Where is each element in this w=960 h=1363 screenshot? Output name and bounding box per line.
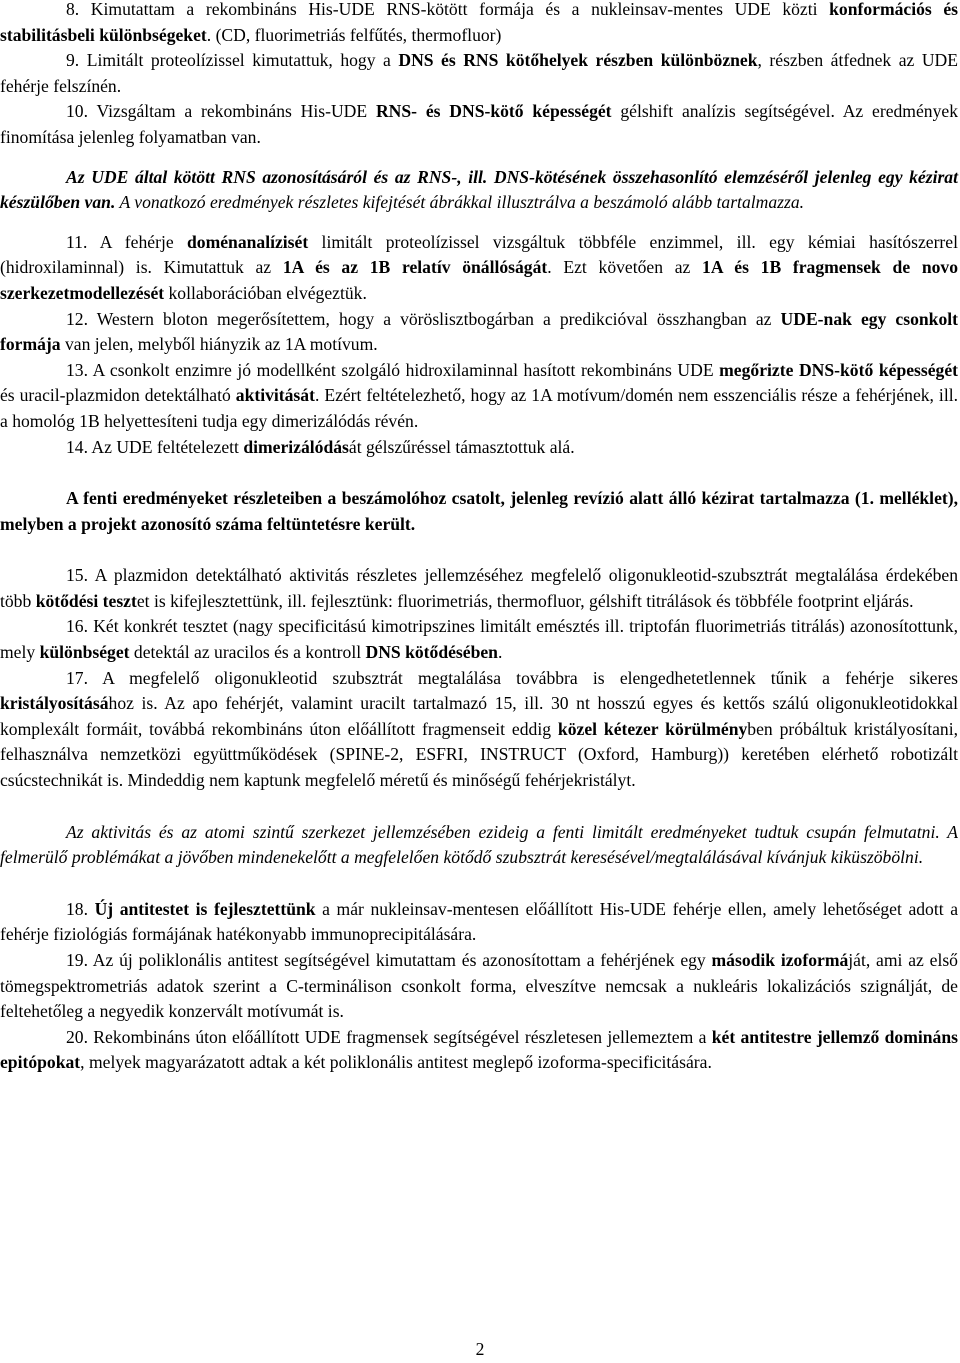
text-run: . Ezt követően az [547, 257, 703, 278]
text-run: 8. Kimutattam a rekombináns His-UDE RNS-kötött formája és a nukleinsav-mentes UDE közti [66, 0, 830, 19]
text-run: át gélszűréssel támasztottuk alá. [348, 436, 575, 457]
list-item-18 [0, 897, 958, 948]
list-item-17 [0, 666, 958, 794]
text-run: . (CD, fluorimetriás felfűtés, thermofluor) [206, 24, 502, 45]
bold-text: 1A és 1B fragmensek de novo szerkezetmodellezését [0, 257, 959, 303]
text-run: a már nukleinsav-mentesen előállított His-UDE fehérje ellen, amely lehetőséget adott a fehérje fiziológiás formájának hatékonyabb immunoprecipitálására. [0, 898, 959, 945]
page-number: 2 [475, 1339, 485, 1359]
text-run: gélshift analízis segítségével. Az eredmények finomítása jelenleg folyamatban van. [0, 101, 958, 147]
text-run: detektál az uracilos és a kontroll [129, 642, 366, 663]
bold-text: dimerizálódás [243, 436, 349, 457]
text-run: 12. Western bloton megerősítettem, hogy a vöröslisztbogárban a predikcióval összhangban az [66, 308, 781, 329]
text-run: 16. Két konkrét tesztet (nagy specificitású kimotripszines limitált emésztés ill. triptofán fluorimetriás titrálás) azonosítottunk, mely [0, 616, 958, 663]
bold-text: második izoformá [711, 950, 849, 970]
text-run: 10. Vizsgáltam a rekombináns His-UDE [66, 101, 376, 122]
list-item-12 [0, 307, 958, 358]
bold-text: A fenti eredményeket részleteiben a beszámolóhoz csatolt, jelenleg revízió alatt álló kézirat tartalmazza (1. melléklet), melyben a projekt azonosító száma feltüntetésre került. [0, 488, 958, 534]
list-item-10 [0, 99, 958, 150]
bold-text: DNS és RNS kötőhelyek részben különböznek [398, 50, 758, 71]
text-run: 18. [66, 898, 95, 919]
bold-text: különbséget [39, 642, 130, 663]
bold-text: közel kétezer körülmény [557, 718, 748, 739]
text-run: , részben átfednek az UDE fehérje felszínén. [0, 50, 958, 96]
text-run: van jelen, melyből hiányzik az 1A motívum. [60, 334, 378, 355]
summary-note [0, 820, 958, 871]
list-item-11 [0, 230, 958, 307]
text-run: 17. A megfelelő oligonukleotid szubsztrát megtalálása továbbra is elengedhetetlennek tűnik a fehérje sikeres [66, 667, 958, 688]
text-run: . Ezért feltételezhető, hogy az 1A motívum/domén nem esszenciális része a fehérjének, ill. a homológ 1B helyettesíteni tudja egy dimerizálódás révén. [0, 385, 958, 431]
bold-text: RNS- és DNS-kötő képességét [375, 101, 612, 122]
text-run: 15. A plazmidon detektálható aktivitás részletes jellemzéséhez megfelelő oligonukleotid-szubsztrát megtalálása érdekében több [0, 565, 958, 611]
manuscript-statement [0, 486, 958, 537]
bold-text: kristályosításá [0, 693, 109, 714]
bold-text: Az UDE által kötött RNS azonosításáról és az RNS-, ill. DNS-kötésének összehasonlító elemzéséről jelenleg egy kézirat készülőben van. [0, 166, 958, 213]
text-run: és uracil-plazmidon detektálható [0, 385, 236, 406]
list-item-15 [0, 563, 958, 614]
bold-text: DNS kötődésében [365, 642, 498, 663]
text-run: 19. Az új poliklonális antitest segítségével kimutattam és azonosítottam a fehérjének egy [66, 950, 712, 970]
bold-text: aktivitását [235, 385, 315, 406]
bold-text: UDE-nak egy csonkolt formája [0, 308, 958, 355]
list-item-9 [0, 48, 958, 99]
text-run: ját, ami az első tömegspektrometriás adatok szerint a C-terminálison csonkolt forma, elveszítve nemcsak a nukleáris lokalizációs szignálját, de feltehetőleg a negyedik konzervált motívumát is. [0, 950, 958, 1022]
list-item-20 [0, 1025, 958, 1076]
bold-text: megőrizte DNS-kötő képességét [719, 359, 959, 380]
list-item-8 [0, 0, 958, 48]
text-run: . [497, 642, 503, 663]
bold-text: kötődési teszt [35, 590, 137, 611]
text-run: 14. Az UDE feltételezett [66, 436, 244, 457]
text-run: 20. Rekombináns úton előállított UDE fragmensek segítségével részletesen jellemeztem a [66, 1026, 712, 1047]
bold-text: két antitestre jellemző domináns epitópokat [0, 1026, 958, 1073]
text-run: A vonatkozó eredmények részletes kifejtését ábrákkal illusztrálva a beszámoló alább tartalmazza. [115, 192, 805, 213]
list-item-19 [0, 948, 958, 1025]
list-item-13 [0, 358, 958, 435]
text-run: 11. A fehérje [66, 231, 187, 252]
text-run: kollaborációban elvégeztük. [164, 282, 367, 303]
text-run: et is kifejlesztettünk, ill. fejlesztünk: fluorimetriás, thermofluor, gélshift titrálások és többféle footprint eljárás. [136, 590, 914, 611]
list-item-14 [0, 435, 958, 461]
bold-text: konformációs és stabilitásbeli különbségeket [0, 0, 959, 45]
bold-text: doménanalízisét [187, 231, 309, 252]
text-run: 9. Limitált proteolízissel kimutattuk, hogy a [66, 50, 399, 71]
text-run: ben próbáltuk kristályosítani, felhasználva nemzetközi együttműködések (SPINE-2, ESFRI, INSTRUCT (Oxford, Hamburg)) keretében elérhető robotizált csúcstechnikát is. Mindeddig nem kaptunk megfelelő méretű és minőségű fehérjekristályt. [0, 718, 958, 791]
text-run: 13. A csonkolt enzimre jó modellként szolgáló hidroxilaminnal hasított rekombináns UDE [66, 359, 720, 380]
bold-text: 1A és az 1B relatív önállóságát [282, 257, 548, 278]
text-run: , melyek magyarázatott adtak a két poliklonális antitest meglepő izoforma-specificitására. [80, 1052, 712, 1073]
bold-text: Új antitestet is fejlesztettünk [94, 898, 316, 919]
text-run: limitált proteolízissel vizsgáltuk többféle enzimmel, ill. egy kémiai hasítószerrel (hidroxilaminnal) is. Kimutattuk az [0, 231, 958, 278]
text-run: Az aktivitás és az atomi szintű szerkezet jellemzésében ezideig a fenti limitált eredményeket tudtuk csupán felmutatni. A felmerülő problémákat a jövőben mindenekelőtt a megfelelően kötődő szubsztrát keresésével/megtalálásával kívánjuk kiküszöbölni. [0, 821, 958, 868]
list-item-16 [0, 614, 958, 665]
manuscript-note-rna [0, 165, 958, 216]
text-run: hoz is. Az apo fehérjét, valamint uracilt tartalmazó 15, ill. 30 nt hosszú egyes és kettős szálú oligonukleotidokkal komplexált formáit, továbbá rekombináns úton előállított fragmenseit eddig [0, 693, 958, 739]
